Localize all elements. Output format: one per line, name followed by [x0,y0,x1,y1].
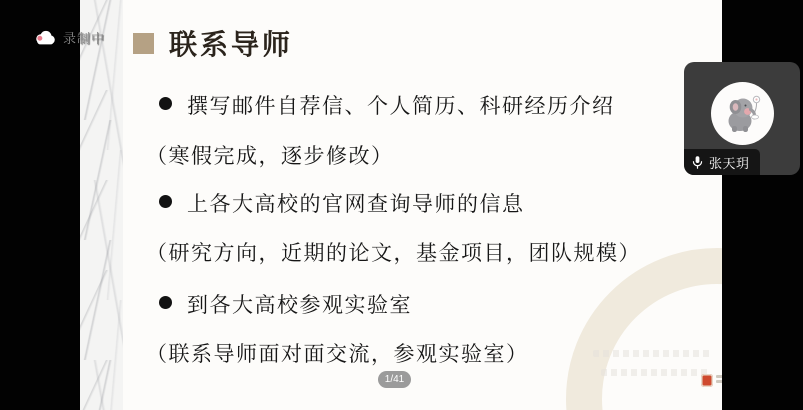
note-text: （研究方向，近期的论文，基金项目，团队规模） [146,241,641,265]
microphone-icon [691,155,704,170]
ring-decoration [566,248,722,410]
bullet-line [159,289,412,319]
elephant-avatar-icon [719,90,767,138]
red-stamp-logo-icon [701,374,713,387]
corner-logo [701,374,722,387]
participant-name-bar [684,149,760,175]
faint-watermark [601,369,709,376]
presentation-slide [123,0,722,410]
note-text: （联系导师面对面交流，参观实验室） [146,342,529,366]
recording-dot-icon [37,36,42,41]
note-text: （寒假完成，逐步修改） [146,144,394,168]
note-line [146,140,394,170]
logo-caption-lines [716,375,722,383]
participant-name: 张天玥 [709,155,750,171]
slide-title-row [133,23,293,63]
cloud-icon [33,29,57,46]
bullet-line [159,90,615,120]
bullet-text: 到各大高校参观实验室 [187,293,412,317]
avatar [711,82,774,145]
bullet-text: 上各大高校的官网查询导师的信息 [187,192,525,216]
note-line [146,338,529,368]
recording-indicator[interactable] [33,28,105,47]
page-indicator-badge: 1/41 [378,371,411,388]
bullet-text: 撰写邮件自荐信、个人简历、科研经历介绍 [187,94,615,118]
participant-video-tile[interactable] [684,62,800,175]
faint-watermark [593,350,711,357]
bullet-line [159,188,525,218]
bullet-dot-icon [159,195,172,208]
title-square-bullet [133,33,154,54]
bullet-dot-icon [159,296,172,309]
recording-label: 录制中 [63,31,106,46]
bullet-dot-icon [159,97,172,110]
slide-title: 联系导师 [169,29,294,60]
marble-background-strip [80,0,124,410]
note-line [146,237,641,267]
